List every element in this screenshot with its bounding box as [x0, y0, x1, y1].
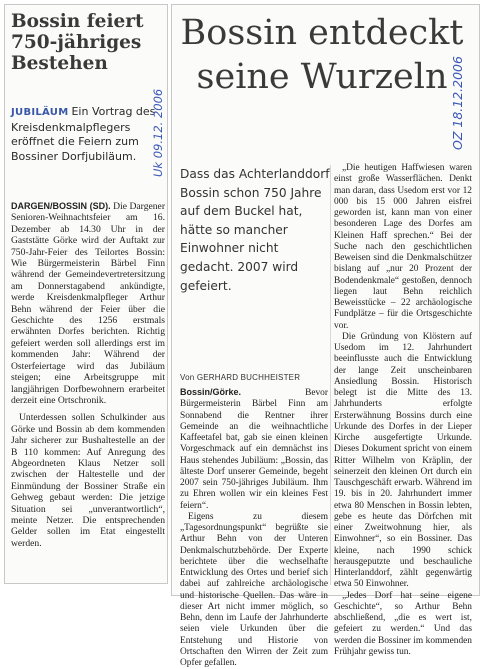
column-divider [330, 165, 331, 585]
right-paragraph-4: Die Gründung von Klöstern auf Usedom im 12. Jahrhundert beeinflusste auch die Entwicklung der lange Zeit unscheinbaren Ansiedlung Bossin. Historisch belegt ist die Mitte des 13. Jahrhunderts erfolgte Ersterwähnung Bossins durch eine Urkunde des Dorfes in der Lieper Kirche ausgefertigte Urkunde. Dieses Dokument spricht von einem Ritter Wilhelm von Kräplin, der seinerzeit den kleinen Ort durch ein Tauschgeschäft erwarb. Während im 19. bis in 20. Jahrhundert immer etwa 80 Menschen in Bossin lebten, gebe es heute das Dörfchen mit einer Zweitwohnung hier, als Einwohner“, so ein Bossiner. Das kleine, nach 1990 schick herausgeputzte und beschauliche Hinterlanddorf, zählt gegenwärtig etwa 50 Einwohner. [334, 331, 472, 590]
left-paragraph-1-text: Die Dargener Senioren-Weihnachtsfeier am 16. Dezember ab 14.30 Uhr in der Gaststätte Görke wird der Auftakt zur 750-Jahr-Feier des Teilortes Bossin: Wie Bürgermeisterin Bärbel Finn während der Gemeindevertretersitzung am Donnerstagabend ankündigte, werde Kreisdenkmalpfleger Arthur Behn während der Feier über die Geschichte des 1256 erstmals erwähnten Dorfes berichten. Richtig gefeiert werden soll allerdings erst im kommenden Jahr: Während der Osterfeiertage wird das Jubiläum steigen; eine Arbeitsgruppe mit langjährigen Dorfbewohnern erarbeitet derzeit eine Ortschronik. [11, 201, 166, 406]
left-handwritten-date: Uk 09.12. 2006 [151, 88, 165, 177]
right-byline: Von GERHARD BUCHHEISTER [180, 373, 301, 382]
right-paragraph-3: „Die heutigen Haffwiesen waren einst große Wasserflächen. Denkt man daran, dass Usedom erst vor 12 000 bis 15 000 Jahren eisfrei geworden ist, kann man von einer besonderen Lage des Dorfes am Kleinen Haff sprechen.“ Bei der Suche nach den geschichtlichen Beweisen sind die Denkmalschützer bislang auf „nur 20 Prozent der Bodendenkmale“ gestoßen, dennoch liegen laut Behn reichlich Beweisstücke – 22 archäologische Fundplätze – für die Ortsgeschichte vor. [334, 163, 472, 331]
left-paragraph-2: Unterdessen sollen Schulkinder aus Görke und Bossin ab dem kommenden Jahr sicherer zur Bushaltestelle an der B 110 kommen: Auf Anregung des Abgeordneten Klaus Netzer soll zwischen der Haltestelle und der Einmündung der Bossiner Straße ein Gehweg gebaut werden: Die jetzige Situation sei „unverantwortlich“, meinte Netzer. Die entsprechenden Gelder sollen im Etat eingestellt werden. [11, 412, 165, 549]
left-body [11, 201, 165, 555]
right-body-column-2 [334, 163, 472, 658]
right-body-column-1 [180, 387, 328, 669]
right-dateline: Bossin/Görke. [180, 387, 242, 397]
right-paragraph-1 [180, 387, 328, 512]
right-intro: Dass das Achterlanddorf Bossin schon 750 Jahre auf dem Buckel hat, hätte so mancher Einwohner nicht gedacht. 2007 wird gefeiert. [180, 167, 330, 293]
left-paragraph-1 [11, 201, 165, 406]
left-intro-text: Ein Vortrag des Kreisdenkmalpflegers eröffnet die Feiern zum Bossiner Dorfjubiläum. [11, 105, 156, 163]
right-paragraph-1-text: Bevor Bürgermeisterin Bärbel Finn am Sonnabend die Rentner ihrer Gemeinde an die weihnachtliche Kaffeetafel bat, gab sie einen kleinen Vorgeschmack auf ein demnächst ins Haus stehendes Jubiläum: „Bossin, das älteste Dorf unserer Gemeinde, begeht 2007 sein 750-jähriges Jubiläum. Ihm zu Ehren wollen wir ein kleines Fest feiern“. [180, 388, 328, 511]
right-headline: Bossin entdeckt seine Wurzeln [180, 13, 464, 97]
left-dateline: DARGEN/BOSSIN (SD). [11, 201, 111, 211]
left-intro [11, 105, 163, 164]
right-paragraph-2: Eigens zu diesem „Tagesordnungspunkt“ begrüßte sie Arthur Behn von der Unteren Denkmalschutzbehörde. Der Experte berichtete über die wechselhafte Entwicklung des Ortes und berief sich dabei auf zahlreiche archäologische und historische Quellen. Das wäre in dieser Art nicht immer möglich, so Behn, denn im Laufe der Jahrhunderte seien viele Urkunden über die Entstehung und Historie von Ortschaften den Wirren der Zeit zum Opfer gefallen. [180, 511, 328, 668]
left-kicker: JUBILÄUM [11, 107, 69, 118]
right-paragraph-5: „Jedes Dorf hat seine eigene Geschichte“, so Arthur Behn abschließend, „die es wert ist, gefeiert zu werden.“ Und das werden die Bossiner im kommenden Frühjahr gewiss tun. [334, 590, 472, 657]
right-newspaper-clipping [171, 4, 480, 668]
left-newspaper-clipping [4, 4, 168, 584]
left-headline: Bossin feiert 750-jähriges Bestehen [11, 11, 144, 74]
right-handwritten-date: OZ 18.12.2006 [450, 56, 465, 150]
